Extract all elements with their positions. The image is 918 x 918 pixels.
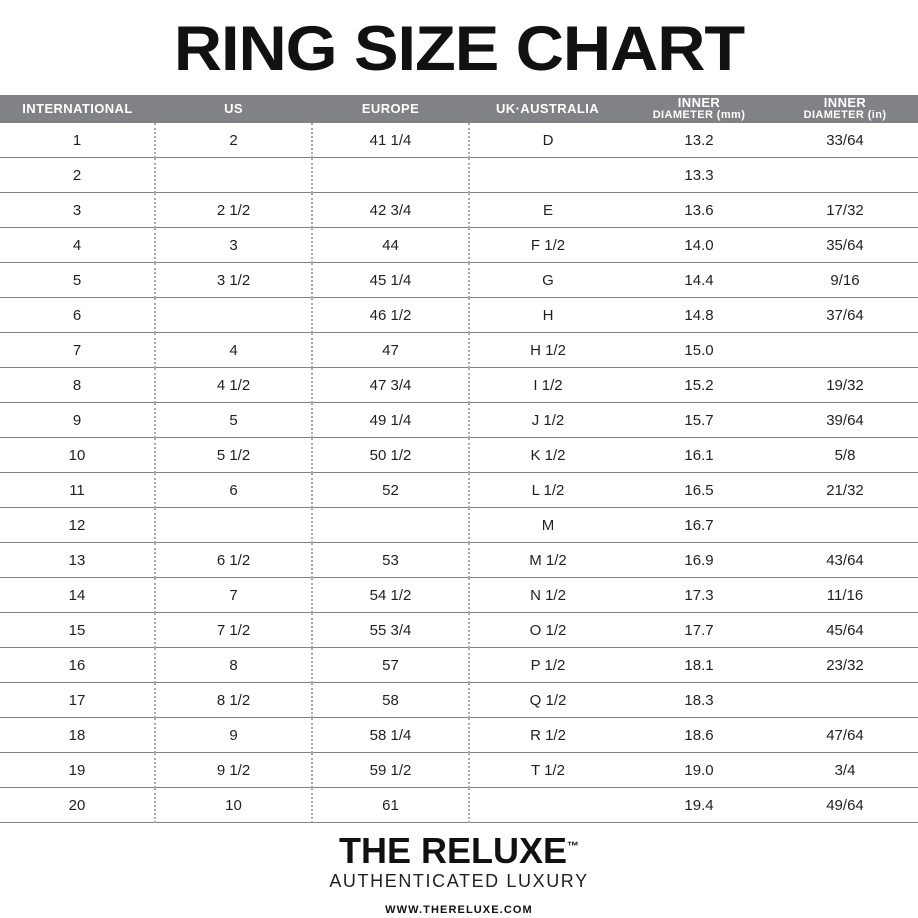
column-header-inner-diameter-in: [772, 95, 918, 123]
table-row: [0, 613, 918, 648]
table-cell: R 1/2: [469, 718, 626, 753]
table-cell: H: [469, 298, 626, 333]
table-cell: 47: [312, 333, 469, 368]
table-cell: M 1/2: [469, 543, 626, 578]
table-row: [0, 578, 918, 613]
table-cell: 17/32: [772, 193, 918, 228]
table-cell: 16.9: [626, 543, 772, 578]
table-cell: [469, 158, 626, 193]
table-cell: 58 1/4: [312, 718, 469, 753]
table-cell: 16.5: [626, 473, 772, 508]
table-cell: 50 1/2: [312, 438, 469, 473]
table-cell: 4: [0, 228, 155, 263]
table-cell: 45/64: [772, 613, 918, 648]
table-cell: 11: [0, 473, 155, 508]
table-cell: 9 1/2: [155, 753, 312, 788]
table-cell: 19: [0, 753, 155, 788]
table-cell: 46 1/2: [312, 298, 469, 333]
table-cell: 16.7: [626, 508, 772, 543]
table-cell: 55 3/4: [312, 613, 469, 648]
table-body: [0, 123, 918, 823]
table-cell: 19.4: [626, 788, 772, 823]
table-cell: O 1/2: [469, 613, 626, 648]
table-cell: 5: [0, 263, 155, 298]
table-row: [0, 263, 918, 298]
table-cell: E: [469, 193, 626, 228]
table-cell: 9/16: [772, 263, 918, 298]
table-cell: 2 1/2: [155, 193, 312, 228]
column-header-europe-label: EUROPE: [361, 101, 420, 117]
table-cell: 8 1/2: [155, 683, 312, 718]
table-cell: 15.7: [626, 403, 772, 438]
table-cell: 4: [155, 333, 312, 368]
table-cell: 17: [0, 683, 155, 718]
table-row: [0, 193, 918, 228]
table-row: [0, 123, 918, 158]
table-row: [0, 158, 918, 193]
column-header-us: [155, 95, 312, 123]
table-cell: 9: [0, 403, 155, 438]
table-row: [0, 718, 918, 753]
table-cell: 19/32: [772, 368, 918, 403]
table-cell: 54 1/2: [312, 578, 469, 613]
table-row: [0, 543, 918, 578]
column-header-international: [0, 95, 155, 123]
brand-name: [338, 830, 580, 871]
table-cell: 39/64: [772, 403, 918, 438]
brand-tagline: AUTHENTICATED LUXURY: [329, 871, 589, 891]
table-cell: 16: [0, 648, 155, 683]
table-cell: [312, 508, 469, 543]
table-row: [0, 368, 918, 403]
table-cell: 42 3/4: [312, 193, 469, 228]
table-cell: P 1/2: [469, 648, 626, 683]
table-cell: 16.1: [626, 438, 772, 473]
table-cell: 5 1/2: [155, 438, 312, 473]
trademark-symbol: ™: [567, 839, 580, 853]
table-cell: 14.4: [626, 263, 772, 298]
table-cell: K 1/2: [469, 438, 626, 473]
table-cell: 58: [312, 683, 469, 718]
page-title: RING SIZE CHART: [173, 14, 745, 84]
table-cell: 2: [0, 158, 155, 193]
column-header-europe: [312, 95, 469, 123]
table-cell: 18.3: [626, 683, 772, 718]
table-header: [0, 95, 918, 123]
table-cell: [155, 298, 312, 333]
table-cell: 7 1/2: [155, 613, 312, 648]
table-cell: 15.2: [626, 368, 772, 403]
table-cell: Q 1/2: [469, 683, 626, 718]
table-cell: J 1/2: [469, 403, 626, 438]
ring-size-table: [0, 95, 918, 823]
table-cell: 44: [312, 228, 469, 263]
table-row: [0, 228, 918, 263]
table-cell: 15: [0, 613, 155, 648]
table-cell: L 1/2: [469, 473, 626, 508]
table-row: [0, 438, 918, 473]
table-cell: 37/64: [772, 298, 918, 333]
table-cell: 3: [155, 228, 312, 263]
table-cell: 13.6: [626, 193, 772, 228]
table-cell: 52: [312, 473, 469, 508]
table-cell: 13.3: [626, 158, 772, 193]
table-row: [0, 473, 918, 508]
table-cell: [469, 788, 626, 823]
table-row: [0, 788, 918, 823]
brand-name-text: THE RELUXE: [338, 830, 568, 871]
table-cell: 43/64: [772, 543, 918, 578]
table-cell: 57: [312, 648, 469, 683]
column-header-uk-australia: [469, 95, 626, 123]
table-cell: 19.0: [626, 753, 772, 788]
table-cell: 4 1/2: [155, 368, 312, 403]
table-cell: F 1/2: [469, 228, 626, 263]
table-cell: 18.6: [626, 718, 772, 753]
table-cell: 49 1/4: [312, 403, 469, 438]
table-row: [0, 403, 918, 438]
table-cell: 20: [0, 788, 155, 823]
table-row: [0, 333, 918, 368]
table-row: [0, 508, 918, 543]
column-header-inner-diameter-in-sub: DIAMETER (in): [803, 109, 887, 122]
table-cell: 61: [312, 788, 469, 823]
table-cell: 7: [155, 578, 312, 613]
table-cell: [772, 683, 918, 718]
table-cell: 53: [312, 543, 469, 578]
table-cell: 18.1: [626, 648, 772, 683]
table-cell: 7: [0, 333, 155, 368]
column-header-inner-diameter-mm: [626, 95, 772, 123]
table-cell: 9: [155, 718, 312, 753]
table-cell: 5/8: [772, 438, 918, 473]
table-cell: 41 1/4: [312, 123, 469, 158]
table-cell: 14: [0, 578, 155, 613]
table-cell: 10: [0, 438, 155, 473]
table-cell: 59 1/2: [312, 753, 469, 788]
table-cell: 3/4: [772, 753, 918, 788]
table-cell: 6: [155, 473, 312, 508]
column-header-inner-diameter-mm-label: INNER: [677, 95, 721, 111]
table-cell: 6: [0, 298, 155, 333]
column-header-inner-diameter-mm-sub: DIAMETER (mm): [652, 109, 746, 122]
table-cell: 3 1/2: [155, 263, 312, 298]
table-cell: G: [469, 263, 626, 298]
table-cell: 2: [155, 123, 312, 158]
table-cell: 1: [0, 123, 155, 158]
table-cell: 14.0: [626, 228, 772, 263]
table-cell: D: [469, 123, 626, 158]
table-row: [0, 298, 918, 333]
table-cell: 18: [0, 718, 155, 753]
table-cell: 13: [0, 543, 155, 578]
table-cell: 47/64: [772, 718, 918, 753]
table-cell: 11/16: [772, 578, 918, 613]
table-cell: I 1/2: [469, 368, 626, 403]
table-cell: [772, 158, 918, 193]
table-cell: 3: [0, 193, 155, 228]
table-cell: [155, 158, 312, 193]
table-cell: 49/64: [772, 788, 918, 823]
website-url: WWW.THERELUXE.COM: [385, 904, 533, 916]
column-header-us-label: US: [224, 101, 243, 117]
table-cell: 10: [155, 788, 312, 823]
table-cell: 14.8: [626, 298, 772, 333]
table-cell: 6 1/2: [155, 543, 312, 578]
table-cell: 17.3: [626, 578, 772, 613]
table-cell: 33/64: [772, 123, 918, 158]
table-cell: H 1/2: [469, 333, 626, 368]
table-cell: T 1/2: [469, 753, 626, 788]
table-cell: 5: [155, 403, 312, 438]
table-row: [0, 683, 918, 718]
table-cell: [312, 158, 469, 193]
table-cell: 23/32: [772, 648, 918, 683]
column-header-uk-australia-label: UK·AUSTRALIA: [495, 101, 599, 117]
table-cell: M: [469, 508, 626, 543]
column-header-international-label: INTERNATIONAL: [22, 101, 133, 117]
table-cell: 21/32: [772, 473, 918, 508]
table-cell: 35/64: [772, 228, 918, 263]
table-cell: 47 3/4: [312, 368, 469, 403]
table-cell: N 1/2: [469, 578, 626, 613]
table-cell: 8: [0, 368, 155, 403]
column-header-inner-diameter-in-label: INNER: [823, 95, 867, 111]
table-cell: 17.7: [626, 613, 772, 648]
table-cell: 13.2: [626, 123, 772, 158]
table-row: [0, 753, 918, 788]
footer: [0, 830, 918, 916]
table-cell: [772, 333, 918, 368]
table-cell: 45 1/4: [312, 263, 469, 298]
table-cell: 15.0: [626, 333, 772, 368]
table-header-row: [0, 95, 918, 123]
table-cell: [772, 508, 918, 543]
table-cell: 12: [0, 508, 155, 543]
table-cell: [155, 508, 312, 543]
table-cell: 8: [155, 648, 312, 683]
table-row: [0, 648, 918, 683]
